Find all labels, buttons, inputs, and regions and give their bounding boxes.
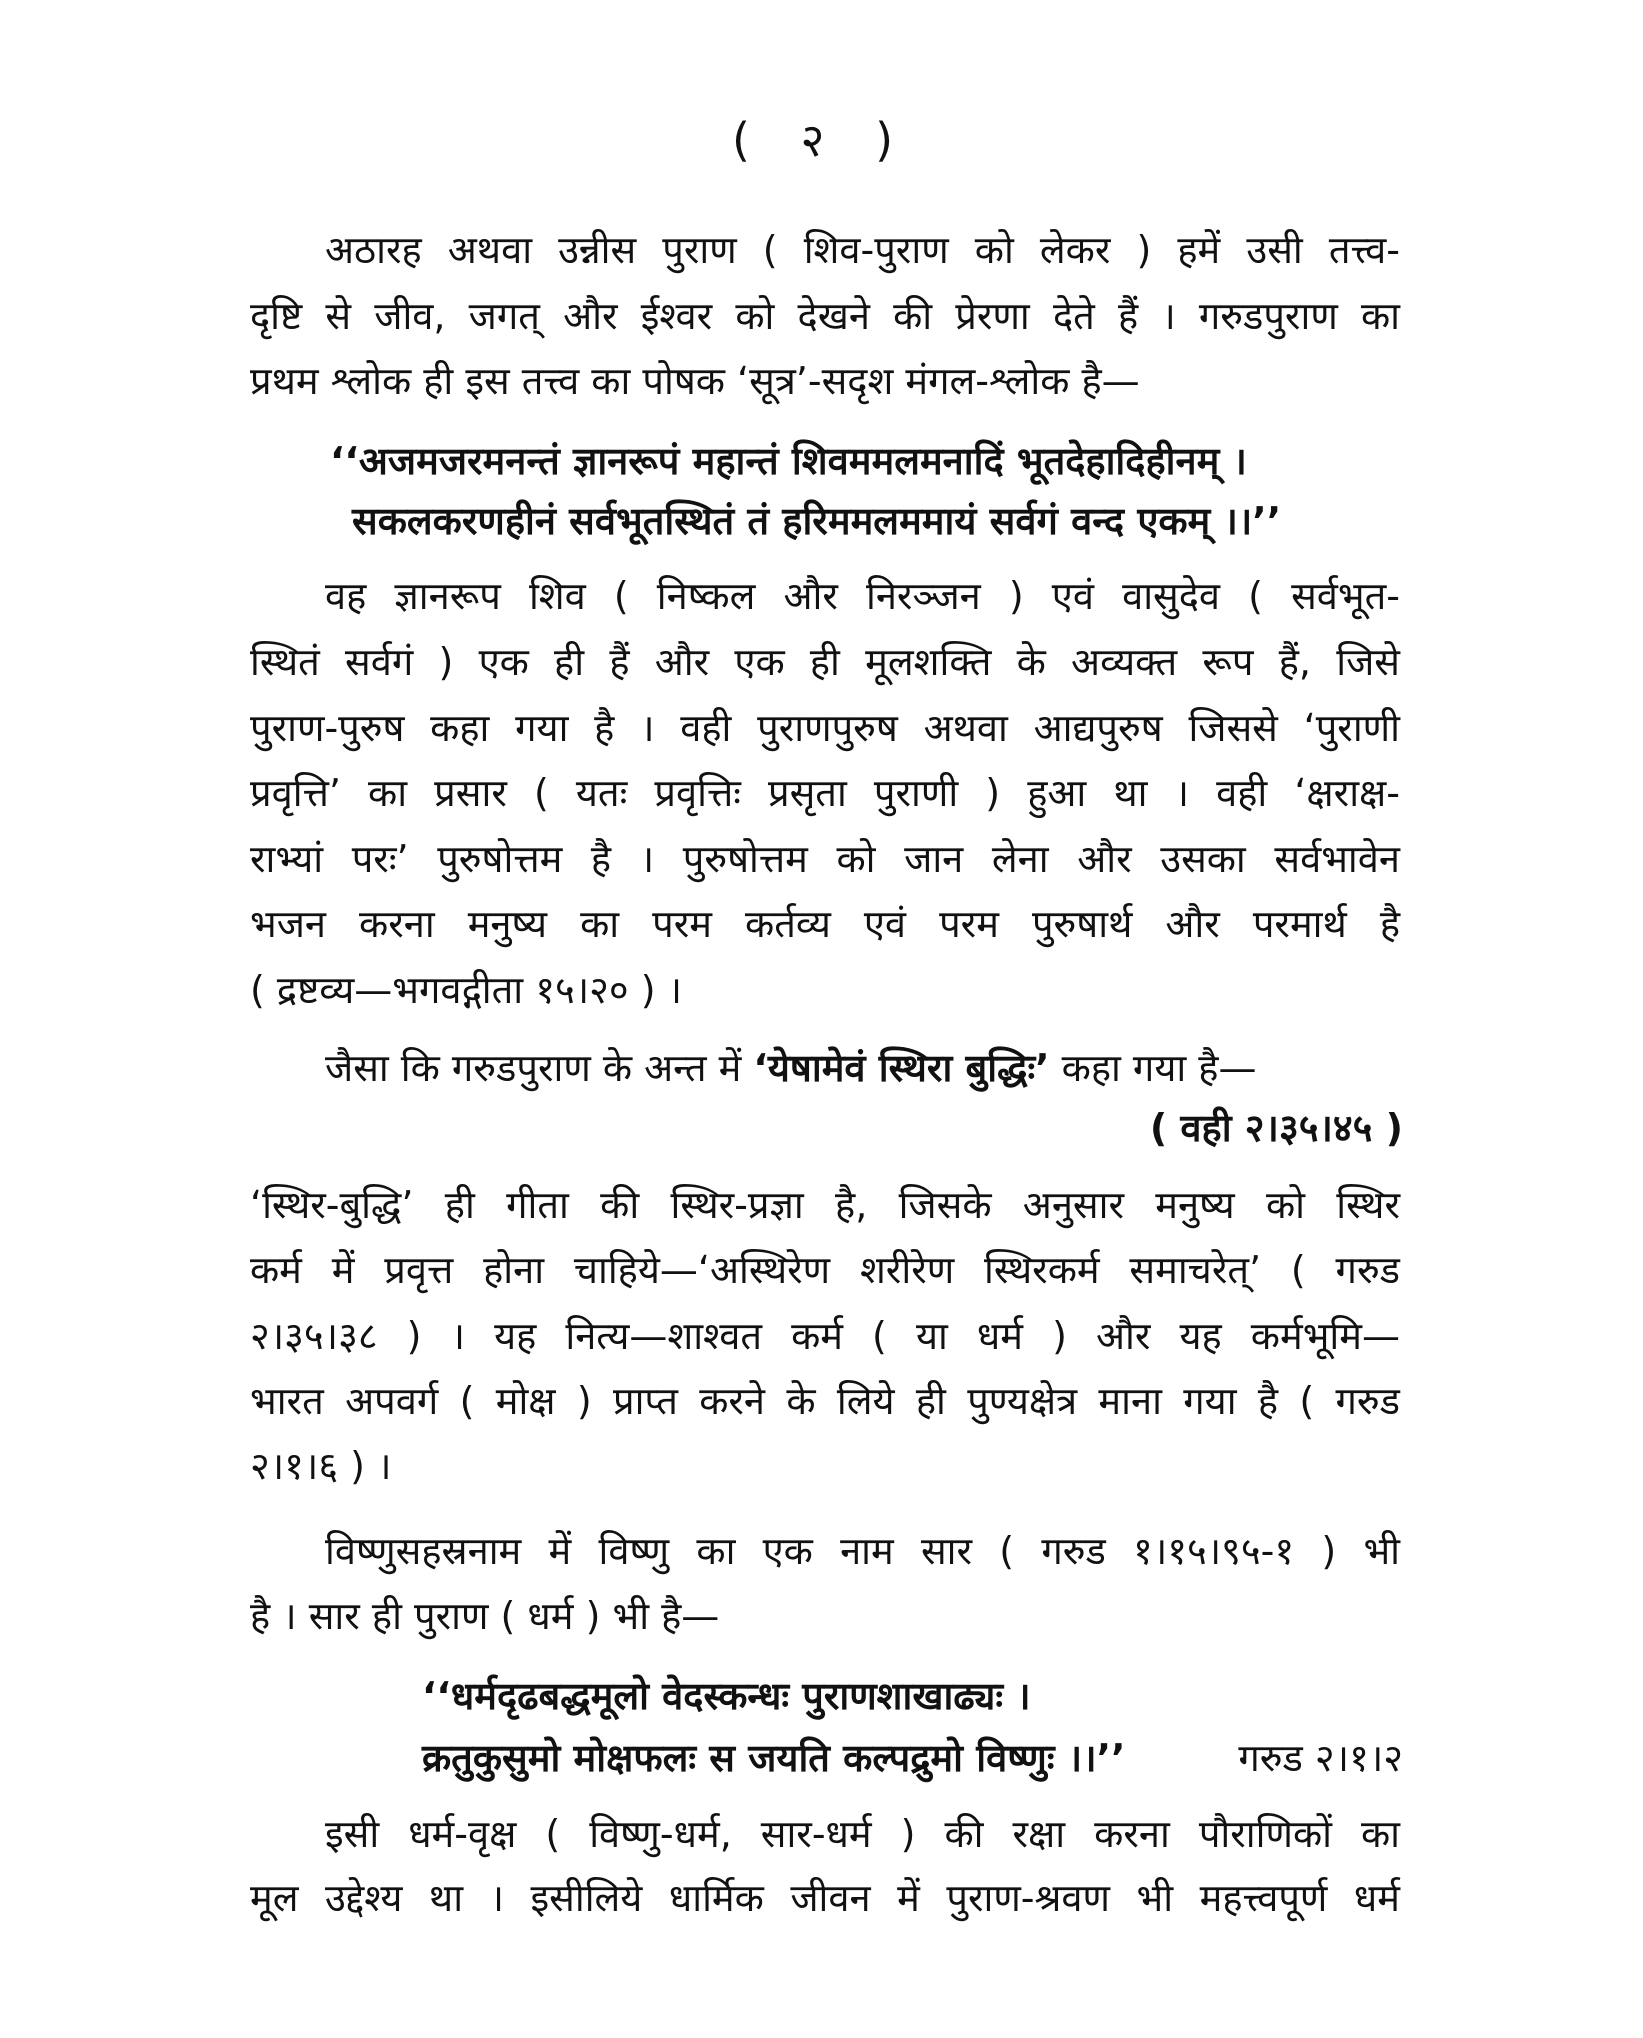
para3-text-pre: जैसा कि गरुडपुराण के अन्त में xyxy=(325,1046,754,1090)
para5-line1: विष्णुसहस्रनाम में विष्णु का एक नाम सार ( गरुड १।१५।९५-१ ) भी xyxy=(325,1529,1400,1573)
verse2-line1: ‘‘धर्मदृढबद्धमूलो वेदस्कन्धः पुराणशाखाढ्यः । xyxy=(422,1674,1031,1718)
para4-line2: कर्म में प्रवृत्त होना चाहिये—‘अस्थिरेण शरीरेण स्थिरकर्म समाचरेत्’ ( गरुड xyxy=(250,1248,1400,1292)
verse2-reference: गरुड २।१।२ xyxy=(1238,1736,1403,1780)
para2-line7: ( द्रष्टव्य—भगवद्गीता १५।२० ) । xyxy=(250,968,683,1012)
para1-line1: अठारह अथवा उन्नीस पुराण ( शिव-पुराण को लेकर ) हमें उसी तत्त्व- xyxy=(325,228,1400,272)
para4-line4: भारत अपवर्ग ( मोक्ष ) प्राप्त करने के लिये ही पुण्यक्षेत्र माना गया है ( गरुड xyxy=(250,1379,1400,1423)
para2-line2: स्थितं सर्वगं ) एक ही हैं और एक ही मूलशक्ति के अव्यक्त रूप हैं, जिसे xyxy=(250,640,1400,684)
para2-line1: वह ज्ञानरूप शिव ( निष्कल और निरञ्जन ) एवं वासुदेव ( सर्वभूत- xyxy=(325,574,1400,618)
verse1-line1: ‘‘अजमजरमनन्तं ज्ञानरूपं महान्तं शिवममलमनादिं भूतदेहादिहीनम् । xyxy=(330,439,1247,483)
para4-line5: २।१।६ ) । xyxy=(250,1444,392,1488)
para6-line1: इसी धर्म-वृक्ष ( विष्णु-धर्म, सार-धर्म ) की रक्षा करना पौराणिकों का xyxy=(325,1812,1400,1856)
para1-line2: दृष्टि से जीव, जगत् और ईश्वर को देखने की प्रेरणा देते हैं । गरुडपुराण का xyxy=(250,294,1400,338)
para2-line3: पुराण-पुरुष कहा गया है । वही पुराणपुरुष अथवा आद्यपुरुष जिससे ‘पुराणी xyxy=(250,706,1400,750)
para2-line6: भजन करना मनुष्य का परम कर्तव्य एवं परम पुरुषार्थ और परमार्थ है xyxy=(250,902,1400,946)
para3-reference: ( वही २।३५।४५ ) xyxy=(1149,1106,1403,1150)
para4-line1: ‘स्थिर-बुद्धि’ ही गीता की स्थिर-प्रज्ञा है, जिसके अनुसार मनुष्य को स्थिर xyxy=(250,1183,1400,1227)
para3-line1 xyxy=(325,1040,1400,1096)
para3-text-post: कहा गया है— xyxy=(1049,1046,1257,1090)
verse1-line2: सकलकरणहीनं सर्वभूतस्थितं तं हरिममलममायं सर्वगं वन्द एकम् ।।’’ xyxy=(352,499,1282,543)
para3-quote: ‘येषामेवं स्थिरा बुद्धिः’ xyxy=(753,1046,1050,1090)
para2-line5: राभ्यां परः’ पुरुषोत्तम है । पुरुषोत्तम को जान लेना और उसका सर्वभावेन xyxy=(250,837,1400,881)
para4-line3: २।३५।३८ ) । यह नित्य—शाश्वत कर्म ( या धर्म ) और यह कर्मभूमि— xyxy=(250,1314,1400,1358)
page-number: ( २ ) xyxy=(731,113,912,167)
para5-line2: है । सार ही पुराण ( धर्म ) भी है— xyxy=(250,1594,720,1638)
para2-line4: प्रवृत्ति’ का प्रसार ( यतः प्रवृत्तिः प्रसृता पुराणी ) हुआ था । वही ‘क्षराक्ष- xyxy=(250,771,1400,815)
para1-line3: प्रथम श्लोक ही इस तत्त्व का पोषक ‘सूत्र’-सदृश मंगल-श्लोक है— xyxy=(250,359,1140,403)
para6-line2: मूल उद्देश्य था । इसीलिये धार्मिक जीवन में पुराण-श्रवण भी महत्त्वपूर्ण धर्म xyxy=(250,1876,1400,1920)
verse2-line2: क्रतुकुसुमो मोक्षफलः स जयति कल्पद्रुमो विष्णुः ।।’’ xyxy=(422,1736,1126,1780)
